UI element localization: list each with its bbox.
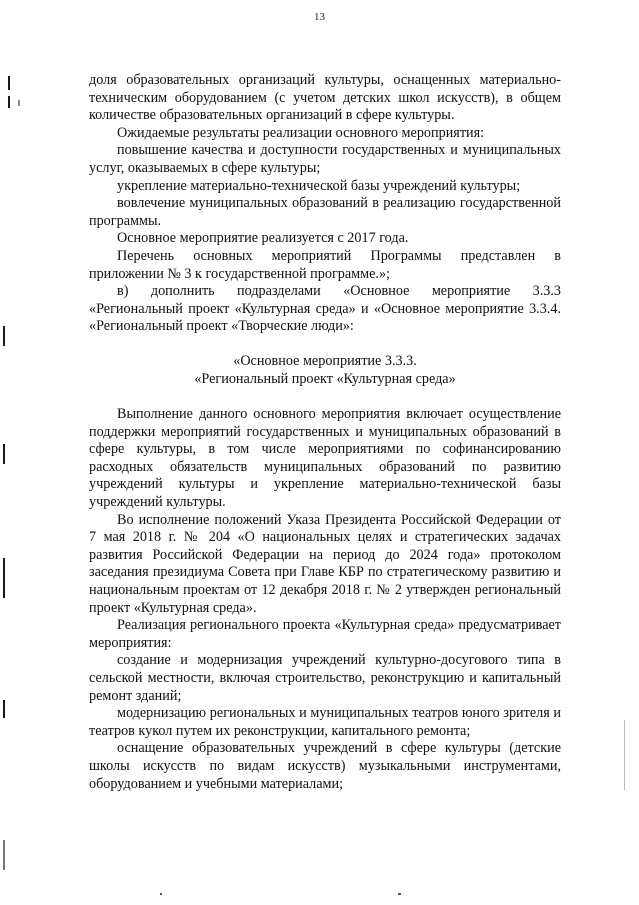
paragraph: Перечень основных мероприятий Программы представлен в приложении № 3 к государственной программе.»; <box>89 247 561 282</box>
section-heading-line: «Основное мероприятие 3.3.3. <box>233 352 417 369</box>
paragraph: модернизацию региональных и муниципальных театров юного зрителя и театров кукол путем их реконструкции, капитального ремонта; <box>89 705 561 739</box>
page-number: 13 <box>314 11 325 23</box>
scan-mark <box>3 840 5 870</box>
scan-speck <box>398 893 401 895</box>
paragraph: Основное мероприятие реализуется с 2017 года. <box>117 230 409 247</box>
scan-mark <box>8 96 10 108</box>
section-heading-line: «Региональный проект «Культурная среда» <box>194 370 456 387</box>
paragraph: повышение качества и доступности государственных и муниципальных услуг, оказываемых в сфере культуры; <box>89 142 561 176</box>
scan-speck <box>160 893 162 895</box>
paragraph: Ожидаемые результаты реализации основного мероприятия: <box>117 124 485 141</box>
paragraph: Реализация регионального проекта «Культурная среда» предусматривает мероприятия: <box>89 617 561 651</box>
scan-mark <box>3 558 5 598</box>
document-body <box>89 72 561 793</box>
paragraph: оснащение образовательных учреждений в сфере культуры (детские школы искусств по видам искусств) музыкальными инструментами, оборудованием и учебными материалами; <box>89 740 561 792</box>
scan-mark <box>3 700 5 718</box>
paragraph: Во исполнение положений Указа Президента Российской Федерации от 7 мая 2018 г. № 204 «О национальных целях и стратегических задачах развития Российской Федерации на период до 2024 года» протоколом заседания президиума Совета при Главе КБР по стратегическому развитию и национальным проектам от 12 декабря 2018 г. № 2 утвержден региональный проект «Культурная среда». <box>89 511 561 616</box>
paragraph: Выполнение данного основного мероприятия включает осуществление поддержки мероприятий государственных и муниципальных образований в сфере культуры, в том числе мероприятиями по софинансированию расходных обязательств муниципальных образований по развитию учреждений культуры и укрепление материально-технической базы учреждений культуры. <box>89 406 561 511</box>
scan-mark <box>624 720 625 790</box>
section-heading <box>89 353 561 388</box>
paragraph: укрепление материально-технической базы учреждений культуры; <box>117 177 521 194</box>
paragraph: в) дополнить подразделами «Основное мероприятие 3.3.3 «Региональный проект «Культурная среда» и «Основное мероприятие 3.3.4. «Региональный проект «Творческие люди»: <box>89 283 561 335</box>
scan-mark <box>3 444 5 464</box>
scan-mark <box>18 100 20 106</box>
scan-mark <box>8 76 10 90</box>
paragraph: создание и модернизация учреждений культурно-досугового типа в сельской местности, включая строительство, реконструкцию и капитальный ремонт зданий; <box>89 652 561 704</box>
paragraph: вовлечение муниципальных образований в реализацию государственной программы. <box>89 195 561 229</box>
scan-mark <box>3 326 5 346</box>
paragraph: доля образовательных организаций культуры, оснащенных материально-техническим оборудованием (с учетом детских школ искусств), в общем количестве образовательных организаций в сфере культуры. <box>89 72 561 124</box>
